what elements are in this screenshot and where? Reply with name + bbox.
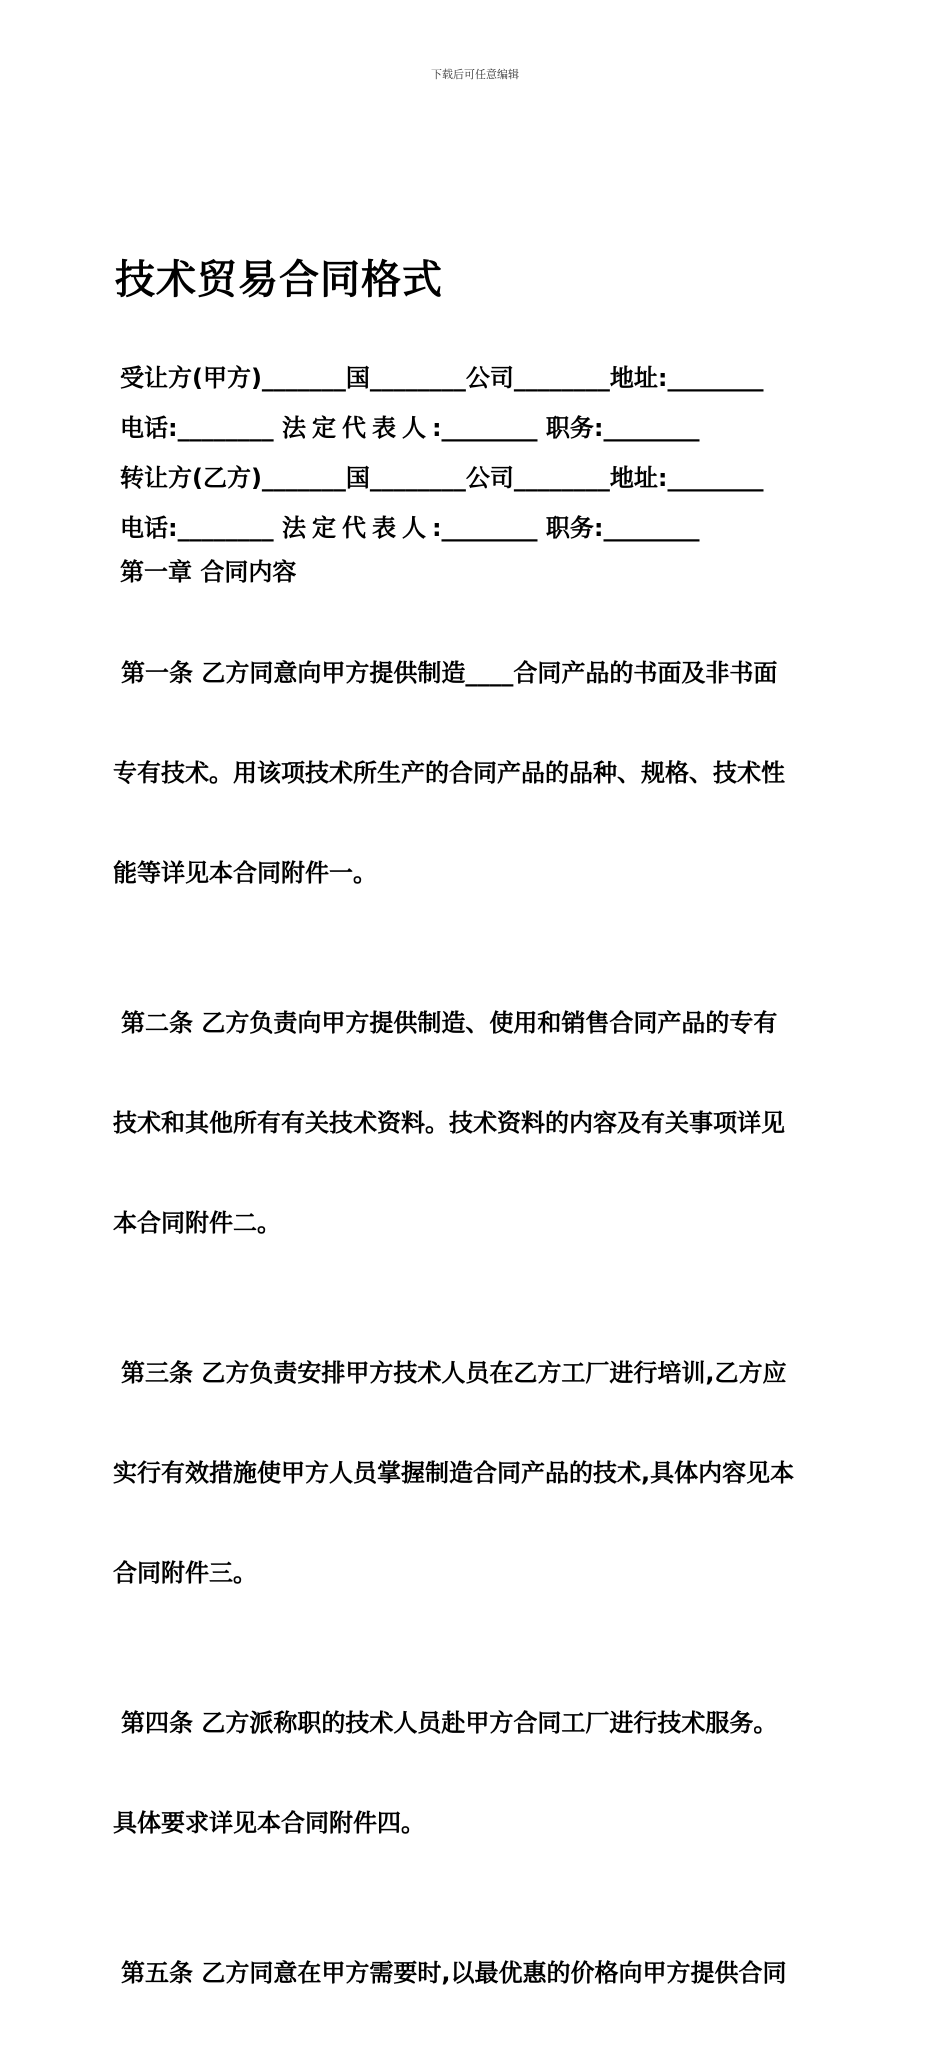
party-a-line-2 bbox=[120, 403, 840, 453]
party-b-rep-label: 法定代表人 bbox=[281, 514, 432, 542]
article-2 bbox=[113, 948, 838, 1298]
party-b-line-1: 转让方(乙方)_______国________公司________地址:________ bbox=[120, 464, 764, 492]
articles-section bbox=[113, 598, 838, 2048]
party-b-rep-title-field: :________ 职务:________ bbox=[431, 514, 700, 542]
article-5-line-1: 第五条 乙方同意在甲方需要时,以最优惠的价格向甲方提供合同 bbox=[121, 1959, 787, 1987]
article-1-line-1: 第一条 乙方同意向甲方提供制造____合同产品的书面及非书面 bbox=[121, 659, 778, 687]
article-2-line-3: 本合同附件二。 bbox=[113, 1209, 281, 1237]
party-a-rep-title-field: :________ 职务:________ bbox=[431, 414, 700, 442]
article-3-line-1: 第三条 乙方负责安排甲方技术人员在乙方工厂进行培训,乙方应 bbox=[121, 1359, 787, 1387]
article-5 bbox=[113, 1898, 838, 2048]
article-4-line-1: 第四条 乙方派称职的技术人员赴甲方合同工厂进行技术服务。 bbox=[121, 1709, 778, 1737]
party-b-line-2 bbox=[120, 503, 840, 553]
article-3 bbox=[113, 1298, 838, 1648]
article-3-line-2: 实行有效措施使甲方人员掌握制造合同产品的技术,具体内容见本 bbox=[113, 1459, 795, 1487]
article-2-line-2: 技术和其他所有有关技术资料。技术资料的内容及有关事项详见 bbox=[113, 1109, 785, 1137]
article-3-line-3: 合同附件三。 bbox=[113, 1559, 257, 1587]
header-note: 下载后可任意编辑 bbox=[431, 68, 519, 81]
article-1-line-3: 能等详见本合同附件一。 bbox=[113, 859, 377, 887]
article-1-line-2: 专有技术。用该项技术所生产的合同产品的品种、规格、技术性 bbox=[113, 759, 785, 787]
article-4-line-2: 具体要求详见本合同附件四。 bbox=[113, 1809, 425, 1837]
party-a-phone-field: 电话:________ bbox=[120, 414, 282, 442]
party-a-line-1: 受让方(甲方)_______国________公司________地址:________ bbox=[120, 364, 764, 392]
party-info-block bbox=[120, 353, 840, 553]
chapter-heading: 第一章 合同内容 bbox=[120, 558, 297, 586]
article-1 bbox=[113, 598, 838, 948]
party-a-rep-label: 法定代表人 bbox=[281, 414, 432, 442]
party-b-phone-field: 电话:________ bbox=[120, 514, 282, 542]
article-4 bbox=[113, 1648, 838, 1898]
article-2-line-1: 第二条 乙方负责向甲方提供制造、使用和销售合同产品的专有 bbox=[121, 1009, 778, 1037]
document-title: 技术贸易合同格式 bbox=[115, 256, 443, 303]
